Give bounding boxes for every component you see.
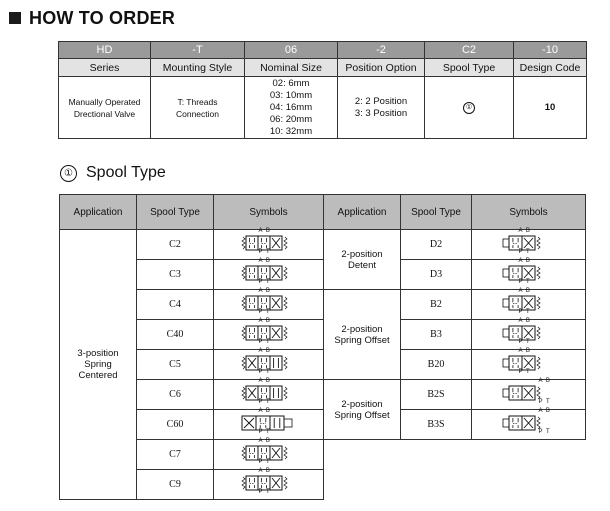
header-application: Application <box>324 195 401 230</box>
app-line: Centered <box>78 370 118 381</box>
spool-code: B3 <box>401 320 472 350</box>
series-line: Manually Operated <box>68 96 141 107</box>
application-spring-offset-s <box>324 380 401 440</box>
port-label-ab: A B <box>518 348 531 354</box>
spool-code: C2 <box>137 230 214 260</box>
valve-symbol-icon <box>499 290 559 316</box>
header-spool: Spool Type <box>425 59 514 77</box>
valve-symbol-icon <box>499 230 559 256</box>
symbol-cell <box>472 410 586 440</box>
section-number-icon: ① <box>60 165 77 182</box>
spool-row <box>60 230 324 260</box>
order-code-row <box>59 42 587 59</box>
spool-code: C6 <box>137 380 214 410</box>
value-size <box>245 77 338 139</box>
valve-symbol-icon <box>499 410 559 436</box>
spool-code: B2 <box>401 290 472 320</box>
spool-section-title <box>60 164 166 182</box>
valve-symbol-icon <box>239 380 299 406</box>
spool-ref-icon: ① <box>463 102 475 114</box>
spool-code: C7 <box>137 440 214 470</box>
header-application: Application <box>60 195 137 230</box>
size-option: 04: 16mm <box>269 101 313 113</box>
app-line: 2-position <box>341 248 383 260</box>
code-series: HD <box>59 42 151 59</box>
application-detent <box>324 230 401 290</box>
value-mounting <box>151 77 245 139</box>
header-spool-type: Spool Type <box>137 195 214 230</box>
symbol-cell <box>214 290 324 320</box>
spool-code: C9 <box>137 470 214 500</box>
valve-symbol-icon <box>239 230 299 256</box>
port-label-pt: P T <box>518 339 531 345</box>
header-mounting: Mounting Style <box>151 59 245 77</box>
symbol-cell <box>472 230 586 260</box>
code-size: 06 <box>245 42 338 59</box>
app-line: 2-position <box>341 398 383 410</box>
code-spool: C2 <box>425 42 514 59</box>
symbol-cell <box>472 290 586 320</box>
port-label-pt: P T <box>258 429 271 435</box>
symbol-cell <box>214 410 324 440</box>
port-label-ab: A B <box>258 378 271 384</box>
order-header-row <box>59 59 587 77</box>
port-label-ab: A B <box>258 438 271 444</box>
valve-symbol-icon <box>239 470 299 496</box>
size-option: 03: 10mm <box>269 89 313 101</box>
spool-table-right <box>323 194 586 495</box>
spool-code: B3S <box>401 410 472 440</box>
symbol-cell <box>472 320 586 350</box>
series-line: Drectional Valve <box>73 108 136 119</box>
spool-row <box>324 380 586 410</box>
spool-code: C3 <box>137 260 214 290</box>
size-option: 06: 20mm <box>269 113 313 125</box>
header-symbols: Symbols <box>472 195 586 230</box>
mounting-line: T: Threads <box>177 96 218 107</box>
port-label-pt: P T <box>258 369 271 375</box>
port-label-pt: P T <box>518 309 531 315</box>
valve-symbol-icon <box>499 350 559 376</box>
size-option: 10: 32mm <box>269 125 313 137</box>
spool-code: C4 <box>137 290 214 320</box>
app-line: Detent <box>348 259 376 271</box>
symbol-cell <box>214 320 324 350</box>
value-series <box>59 77 151 139</box>
spool-code: B2S <box>401 380 472 410</box>
position-option: 3: 3 Position <box>354 107 408 119</box>
app-line: Spring Offset <box>334 409 390 421</box>
port-label-pt: P T <box>258 249 271 255</box>
port-label-pt: P T <box>258 399 271 405</box>
port-label-ab: A B <box>258 408 271 414</box>
header-position: Position Option <box>338 59 425 77</box>
title-square-icon <box>9 12 21 24</box>
spool-left-header <box>60 195 324 230</box>
application-3pos <box>60 230 137 500</box>
symbol-cell <box>472 380 586 410</box>
port-label-ab: A B <box>258 228 271 234</box>
port-label-ab: A B <box>518 228 531 234</box>
header-size: Nominal Size <box>245 59 338 77</box>
page-title: HOW TO ORDER <box>29 7 176 28</box>
port-label-pt: P T <box>518 369 531 375</box>
port-label-ab: A B <box>518 288 531 294</box>
port-label-ab: A B <box>258 288 271 294</box>
spool-code: B20 <box>401 350 472 380</box>
position-option: 2: 2 Position <box>354 95 408 107</box>
order-code-table <box>58 41 587 139</box>
size-option: 02: 6mm <box>272 77 310 89</box>
valve-symbol-icon <box>239 260 299 286</box>
valve-symbol-icon <box>239 290 299 316</box>
header-spool-type: Spool Type <box>401 195 472 230</box>
port-label-pt: P T <box>538 429 551 435</box>
valve-symbol-icon <box>499 380 559 406</box>
page-title-bar <box>9 8 175 28</box>
port-label-pt: P T <box>258 459 271 465</box>
value-design: 10 <box>514 77 587 139</box>
port-label-pt: P T <box>538 399 551 405</box>
value-spool <box>425 77 514 139</box>
port-label-ab: A B <box>258 258 271 264</box>
port-label-ab: A B <box>538 378 551 384</box>
port-label-ab: A B <box>258 318 271 324</box>
spool-code: C5 <box>137 350 214 380</box>
app-line: 3-position <box>77 348 119 359</box>
spool-row <box>324 290 586 320</box>
port-label-pt: P T <box>258 489 271 495</box>
port-label-ab: A B <box>518 318 531 324</box>
port-label-ab: A B <box>518 258 531 264</box>
valve-symbol-icon <box>239 320 299 346</box>
app-line: Spring <box>84 359 112 370</box>
spool-row <box>324 230 586 260</box>
code-design: -10 <box>514 42 587 59</box>
port-label-pt: P T <box>258 309 271 315</box>
symbol-cell <box>214 350 324 380</box>
spool-filler-row <box>324 440 586 496</box>
symbol-cell <box>214 470 324 500</box>
spool-code: C60 <box>137 410 214 440</box>
valve-symbol-icon <box>239 350 299 376</box>
value-position <box>338 77 425 139</box>
valve-symbol-icon <box>499 260 559 286</box>
spool-right-header <box>324 195 586 230</box>
order-value-row <box>59 77 587 139</box>
symbol-cell <box>214 260 324 290</box>
port-label-pt: P T <box>518 279 531 285</box>
port-label-ab: A B <box>258 348 271 354</box>
valve-symbol-icon <box>239 440 299 466</box>
port-label-pt: P T <box>258 339 271 345</box>
valve-symbol-icon <box>239 410 299 436</box>
empty-filler <box>324 440 586 496</box>
port-label-ab: A B <box>538 408 551 414</box>
header-series: Series <box>59 59 151 77</box>
app-line: 2-position <box>341 323 383 335</box>
valve-symbol-icon <box>499 320 559 346</box>
application-spring-offset <box>324 290 401 380</box>
spool-code: D2 <box>401 230 472 260</box>
port-label-pt: P T <box>518 249 531 255</box>
symbol-cell <box>214 440 324 470</box>
port-label-ab: A B <box>258 468 271 474</box>
mounting-line: Connection <box>175 108 219 119</box>
spool-code: C40 <box>137 320 214 350</box>
spool-section-label: Spool Type <box>86 164 166 181</box>
symbol-cell <box>472 260 586 290</box>
header-design: Design Code <box>514 59 587 77</box>
spool-code: D3 <box>401 260 472 290</box>
symbol-cell <box>214 230 324 260</box>
symbol-cell <box>214 380 324 410</box>
port-label-pt: P T <box>258 279 271 285</box>
header-symbols: Symbols <box>214 195 324 230</box>
app-line: Spring Offset <box>334 334 390 346</box>
code-mounting: -T <box>151 42 245 59</box>
symbol-cell <box>472 350 586 380</box>
code-position: -2 <box>338 42 425 59</box>
spool-table-left <box>59 194 324 500</box>
